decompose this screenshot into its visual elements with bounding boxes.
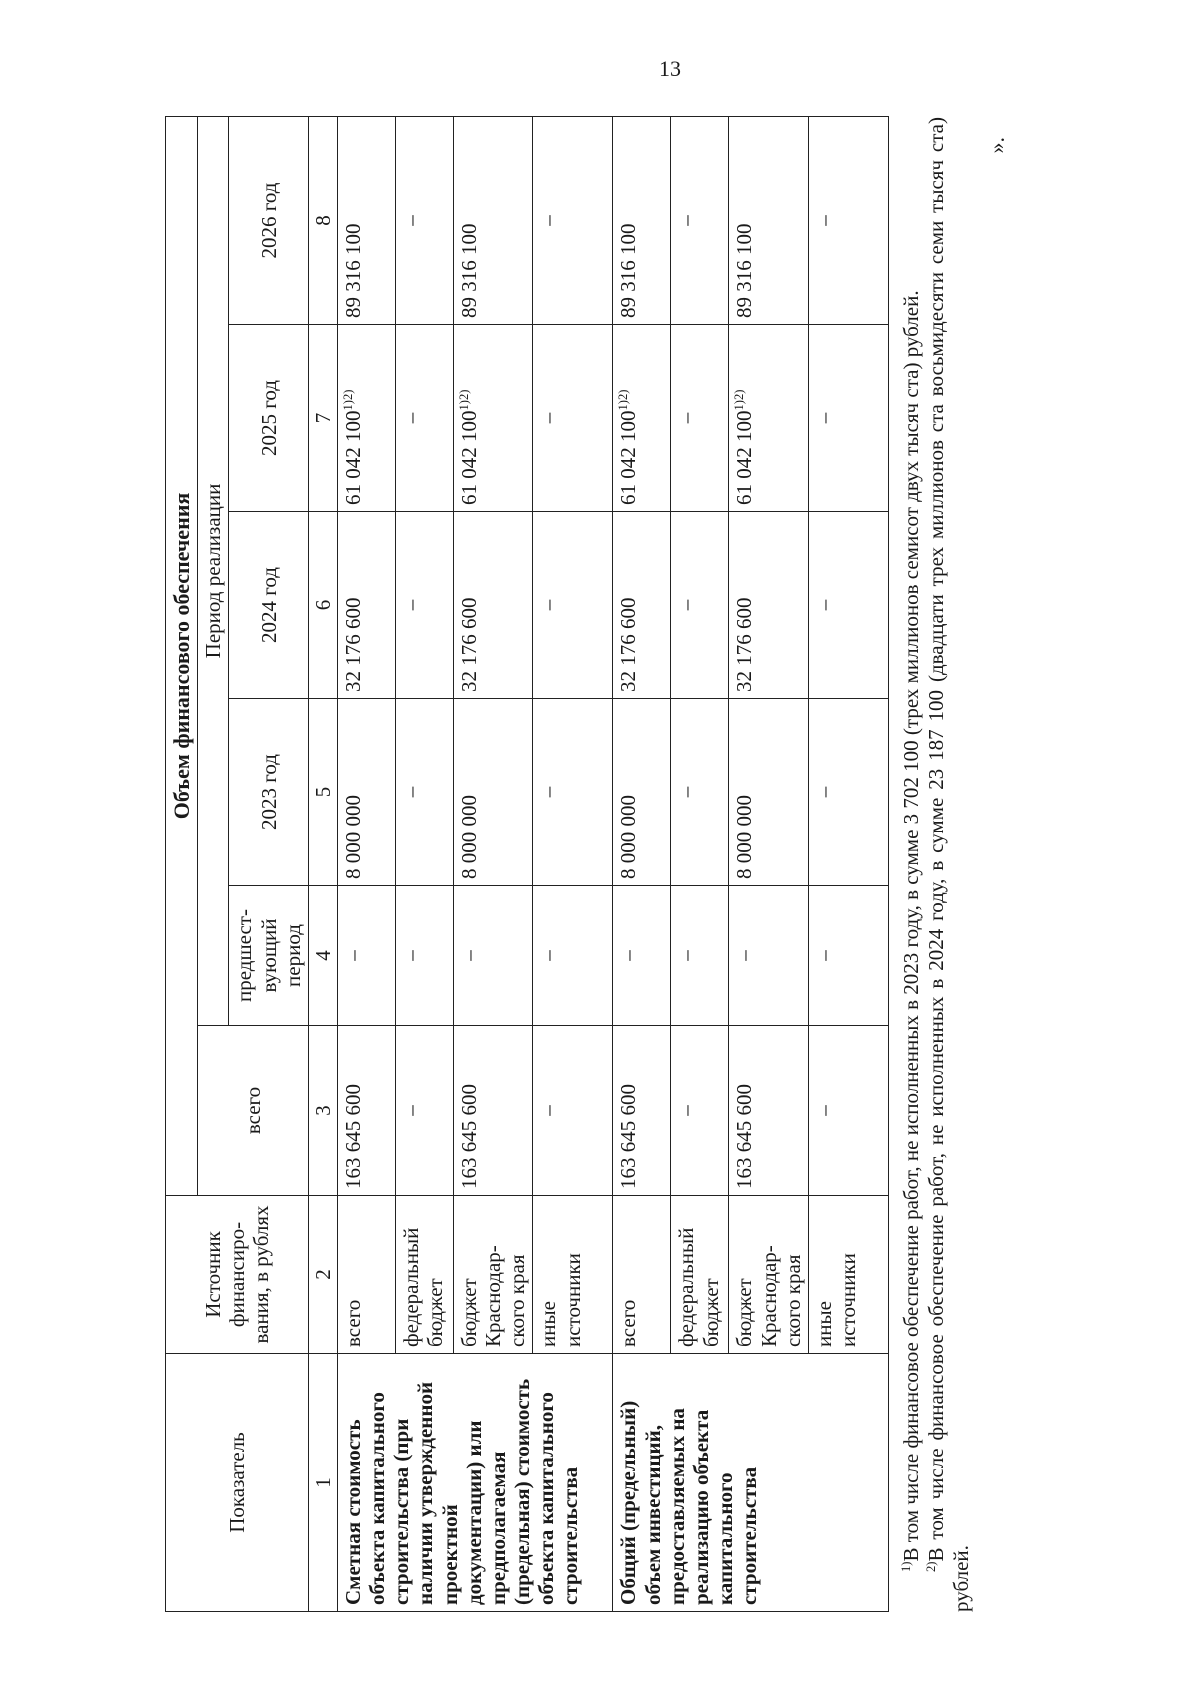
value-2025-cell — [729, 325, 808, 512]
footnote-ref: 1)2) — [341, 389, 355, 411]
header-previous: предшест-вующий период — [229, 886, 308, 1026]
header-source: Источник финансиро-вания, в рублях — [166, 1196, 309, 1354]
header-period: Период реализации — [198, 116, 229, 1025]
previous-cell: – — [729, 886, 808, 1026]
value-2024-cell: 32 176 600 — [338, 512, 396, 699]
value-2025-cell: – — [533, 325, 613, 512]
source-cell: федеральный бюджет — [396, 1196, 454, 1354]
header-total: всего — [198, 1026, 309, 1196]
value-2025: 61 042 100 — [616, 410, 641, 505]
value-2023-cell: – — [396, 699, 454, 886]
value-2024-cell: – — [533, 512, 613, 699]
source-cell: иные источники — [533, 1196, 613, 1354]
header-2025: 2025 год — [229, 325, 308, 512]
header-indicator: Показатель — [166, 1354, 309, 1612]
source-cell: бюджет Краснодар-ского края — [454, 1196, 533, 1354]
value-2025: 61 042 100 — [341, 410, 365, 505]
source-cell: иные источники — [808, 1196, 888, 1354]
value-2023-cell: – — [808, 699, 888, 886]
value-2023-cell: 8 000 000 — [338, 699, 396, 886]
footnote-text: В том числе финансовое обеспечение работ, не исполненных в 2024 году, в сумме 23 187 100 (двадцати трех миллионов ста восьмидесяти семи тысяч ста) рублей. — [924, 117, 974, 1612]
total-cell: – — [533, 1026, 613, 1196]
footnote-text: В том числе финансовое обеспечение работ, не исполненных в 2023 году, в сумме 3 702 100 (трех миллионов семисот двух тысяч ста) рублей. — [898, 290, 923, 1562]
value-2025-cell — [613, 325, 671, 512]
table-row — [613, 116, 671, 1611]
total-cell: – — [808, 1026, 888, 1196]
value-2026-cell: 89 316 100 — [338, 116, 396, 324]
value-2025-cell — [454, 325, 533, 512]
source-cell: всего — [613, 1196, 671, 1354]
total-cell: – — [396, 1026, 454, 1196]
value-2024-cell: – — [671, 512, 729, 699]
value-2024-cell: 32 176 600 — [729, 512, 808, 699]
value-2024-cell: – — [808, 512, 888, 699]
indicator-cell: Сметная стоимость объекта капитального строительства (при наличии утвержденной проектной документации) или предполагаемая (предельная) стоимость объекта капитального строительства — [338, 1354, 613, 1612]
value-2026-cell: 89 316 100 — [454, 116, 533, 324]
indicator-cell: Общий (предельный) объем инвестиций, предоставляемых на реализацию объекта капитального строительства — [613, 1354, 888, 1612]
column-number-row — [308, 116, 337, 1611]
closing-quote-mark: ». — [984, 137, 1009, 154]
header-2024: 2024 год — [229, 512, 308, 699]
column-number: 3 — [308, 1026, 337, 1196]
value-2024-cell: 32 176 600 — [454, 512, 533, 699]
total-cell: – — [671, 1026, 729, 1196]
finance-table — [165, 116, 889, 1612]
header-2026: 2026 год — [229, 116, 308, 324]
previous-cell: – — [338, 886, 396, 1026]
previous-cell: – — [533, 886, 613, 1026]
column-number: 5 — [308, 699, 337, 886]
column-number: 6 — [308, 512, 337, 699]
value-2023-cell: 8 000 000 — [729, 699, 808, 886]
value-2023-cell: 8 000 000 — [454, 699, 533, 886]
value-2023-cell: – — [671, 699, 729, 886]
header-2023: 2023 год — [229, 699, 308, 886]
footnotes — [899, 117, 975, 1612]
column-number: 8 — [308, 116, 337, 324]
total-cell: 163 645 600 — [338, 1026, 396, 1196]
footnote — [899, 117, 924, 1612]
total-cell: 163 645 600 — [729, 1026, 808, 1196]
value-2024-cell: 32 176 600 — [613, 512, 671, 699]
value-2026-cell: – — [533, 116, 613, 324]
value-2026-cell: – — [671, 116, 729, 324]
footnote-ref: 1)2) — [732, 389, 747, 411]
source-cell: федеральный бюджет — [671, 1196, 729, 1354]
value-2025-cell: – — [396, 325, 454, 512]
value-2024-cell: – — [396, 512, 454, 699]
total-cell: 163 645 600 — [454, 1026, 533, 1196]
column-number: 4 — [308, 886, 337, 1026]
footnote — [924, 117, 974, 1612]
column-number: 2 — [308, 1196, 337, 1354]
value-2025-cell: – — [808, 325, 888, 512]
value-2026-cell: – — [808, 116, 888, 324]
value-2025: 61 042 100 — [457, 410, 481, 505]
footnote-ref: 1)2) — [616, 389, 631, 411]
value-2026-cell: 89 316 100 — [729, 116, 808, 324]
value-2025-cell: – — [671, 325, 729, 512]
previous-cell: – — [808, 886, 888, 1026]
value-2025-cell — [338, 325, 396, 512]
value-2025: 61 042 100 — [732, 410, 757, 505]
total-cell: 163 645 600 — [613, 1026, 671, 1196]
column-number: 1 — [308, 1354, 337, 1612]
value-2026-cell: 89 316 100 — [613, 116, 671, 324]
header-title: Объем финансового обеспечения — [166, 116, 198, 1195]
footnote-ref: 1)2) — [457, 389, 471, 411]
previous-cell: – — [671, 886, 729, 1026]
source-cell: всего — [338, 1196, 396, 1354]
source-cell: бюджет Краснодар-ского края — [729, 1196, 808, 1354]
rotated-table-block — [165, 117, 1070, 1612]
value-2023-cell: 8 000 000 — [613, 699, 671, 886]
value-2023-cell: – — [533, 699, 613, 886]
previous-cell: – — [613, 886, 671, 1026]
previous-cell: – — [454, 886, 533, 1026]
page-number: 13 — [659, 56, 681, 81]
table-row — [338, 116, 396, 1611]
value-2026-cell: – — [396, 116, 454, 324]
previous-cell: – — [396, 886, 454, 1026]
column-number: 7 — [308, 325, 337, 512]
footnote-mark: 1) — [898, 1561, 913, 1572]
footnote-mark: 2) — [924, 1561, 939, 1572]
